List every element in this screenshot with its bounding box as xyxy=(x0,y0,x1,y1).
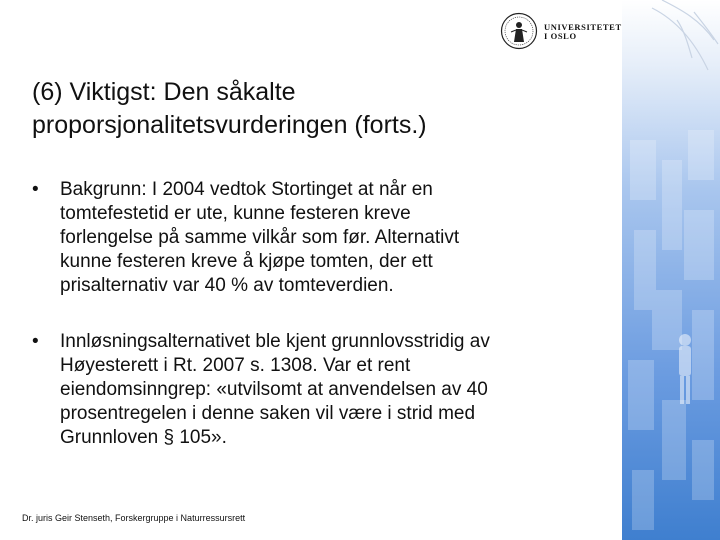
logo-university-name: UNIVERSITETET xyxy=(544,22,622,32)
footer-author: Dr. juris Geir Stenseth, Forskergruppe i Naturressursrett xyxy=(22,513,246,523)
bullet-text xyxy=(60,330,613,450)
university-logo xyxy=(500,12,630,52)
bullet-line: Bakgrunn: I 2004 vedtok Stortinget at når en xyxy=(60,179,433,200)
bullet-line: eiendomsinngrep: «utvilsomt at anvendelsen av 40 xyxy=(60,379,488,400)
bullet-line: Grunnloven § 105». xyxy=(60,427,227,448)
bullet-marker: • xyxy=(32,179,39,200)
bullet-list xyxy=(28,178,613,450)
logo-text xyxy=(544,23,622,41)
bullet-line: kunne festeren kreve å kjøpe tomten, der ett xyxy=(60,251,433,272)
bullet-line: forlengelse på samme vilkår som før. Alternativt xyxy=(60,227,460,248)
bullet-item-ruling xyxy=(28,330,613,450)
bullet-line: prisalternativ var 40 % av tomteverdien. xyxy=(60,275,394,296)
university-seal-icon xyxy=(500,12,538,50)
bullet-line: prosentregelen i denne saken vil være i strid med xyxy=(60,403,476,424)
logo-city-name: I OSLO xyxy=(544,31,577,41)
bullet-marker: • xyxy=(32,331,39,352)
bullet-item-background xyxy=(28,178,613,298)
slide-title xyxy=(32,76,612,142)
title-line-2: proporsjonalitetsvurderingen (forts.) xyxy=(32,111,427,139)
blue-pattern-graphic xyxy=(622,0,720,540)
bullet-text xyxy=(60,178,613,298)
bullet-line: Innløsningsalternativet ble kjent grunnlovsstridig av xyxy=(60,331,490,352)
decorative-side-band xyxy=(622,0,720,540)
title-line-1: (6) Viktigst: Den såkalte xyxy=(32,78,296,106)
bullet-line: Høyesterett i Rt. 2007 s. 1308. Var et rent xyxy=(60,355,411,376)
bullet-line: tomtefestetid er ute, kunne festeren kreve xyxy=(60,203,411,224)
